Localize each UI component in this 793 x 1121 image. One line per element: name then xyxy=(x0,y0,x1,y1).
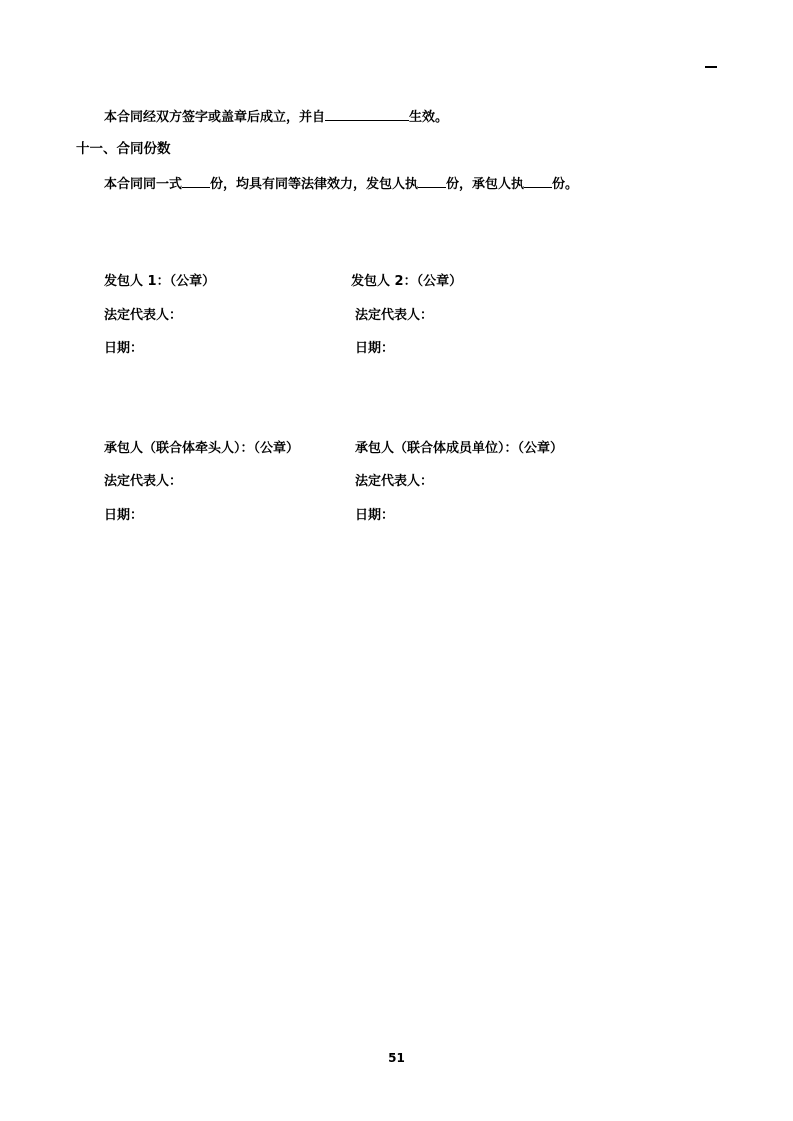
contractor-copies-blank[interactable] xyxy=(524,174,552,188)
effect-clause-text-after: 生效。 xyxy=(409,110,449,125)
employer-copies-blank[interactable] xyxy=(418,174,446,188)
employer2-date-label: 日期： xyxy=(355,341,395,356)
total-copies-blank[interactable] xyxy=(182,174,210,188)
copies-text-4: 份。 xyxy=(552,177,579,192)
copies-text-2: 份，均具有同等法律效力，发包人执 xyxy=(210,177,419,192)
copies-clause xyxy=(104,174,578,194)
employer2-seal-label: 发包人 2：（公章） xyxy=(351,274,463,289)
effect-date-blank[interactable] xyxy=(325,107,409,121)
contractor-member-date-label: 日期： xyxy=(355,508,395,523)
employer1-date-label: 日期： xyxy=(104,341,144,356)
section-heading: 十一、合同份数 xyxy=(76,141,171,157)
contractor-lead-legal-rep-label: 法定代表人： xyxy=(104,474,183,489)
copies-text-1: 本合同同一式 xyxy=(104,177,183,192)
copies-text-3: 份，承包人执 xyxy=(446,177,525,192)
effect-clause-text-before: 本合同经双方签字或盖章后成立，并自 xyxy=(104,110,326,125)
employer1-legal-rep-label: 法定代表人： xyxy=(104,308,183,323)
page-number: 51 xyxy=(388,1051,405,1065)
contractor-member-seal-label: 承包人（联合体成员单位）：（公章） xyxy=(355,441,564,456)
employer2-legal-rep-label: 法定代表人： xyxy=(355,308,434,323)
employer1-seal-label: 发包人 1：（公章） xyxy=(104,274,216,289)
contractor-member-legal-rep-label: 法定代表人： xyxy=(355,474,434,489)
header-dash-mark xyxy=(705,66,717,68)
effect-clause xyxy=(104,107,448,127)
contractor-lead-date-label: 日期： xyxy=(104,508,144,523)
contractor-lead-seal-label: 承包人（联合体牵头人）：（公章） xyxy=(104,441,300,456)
